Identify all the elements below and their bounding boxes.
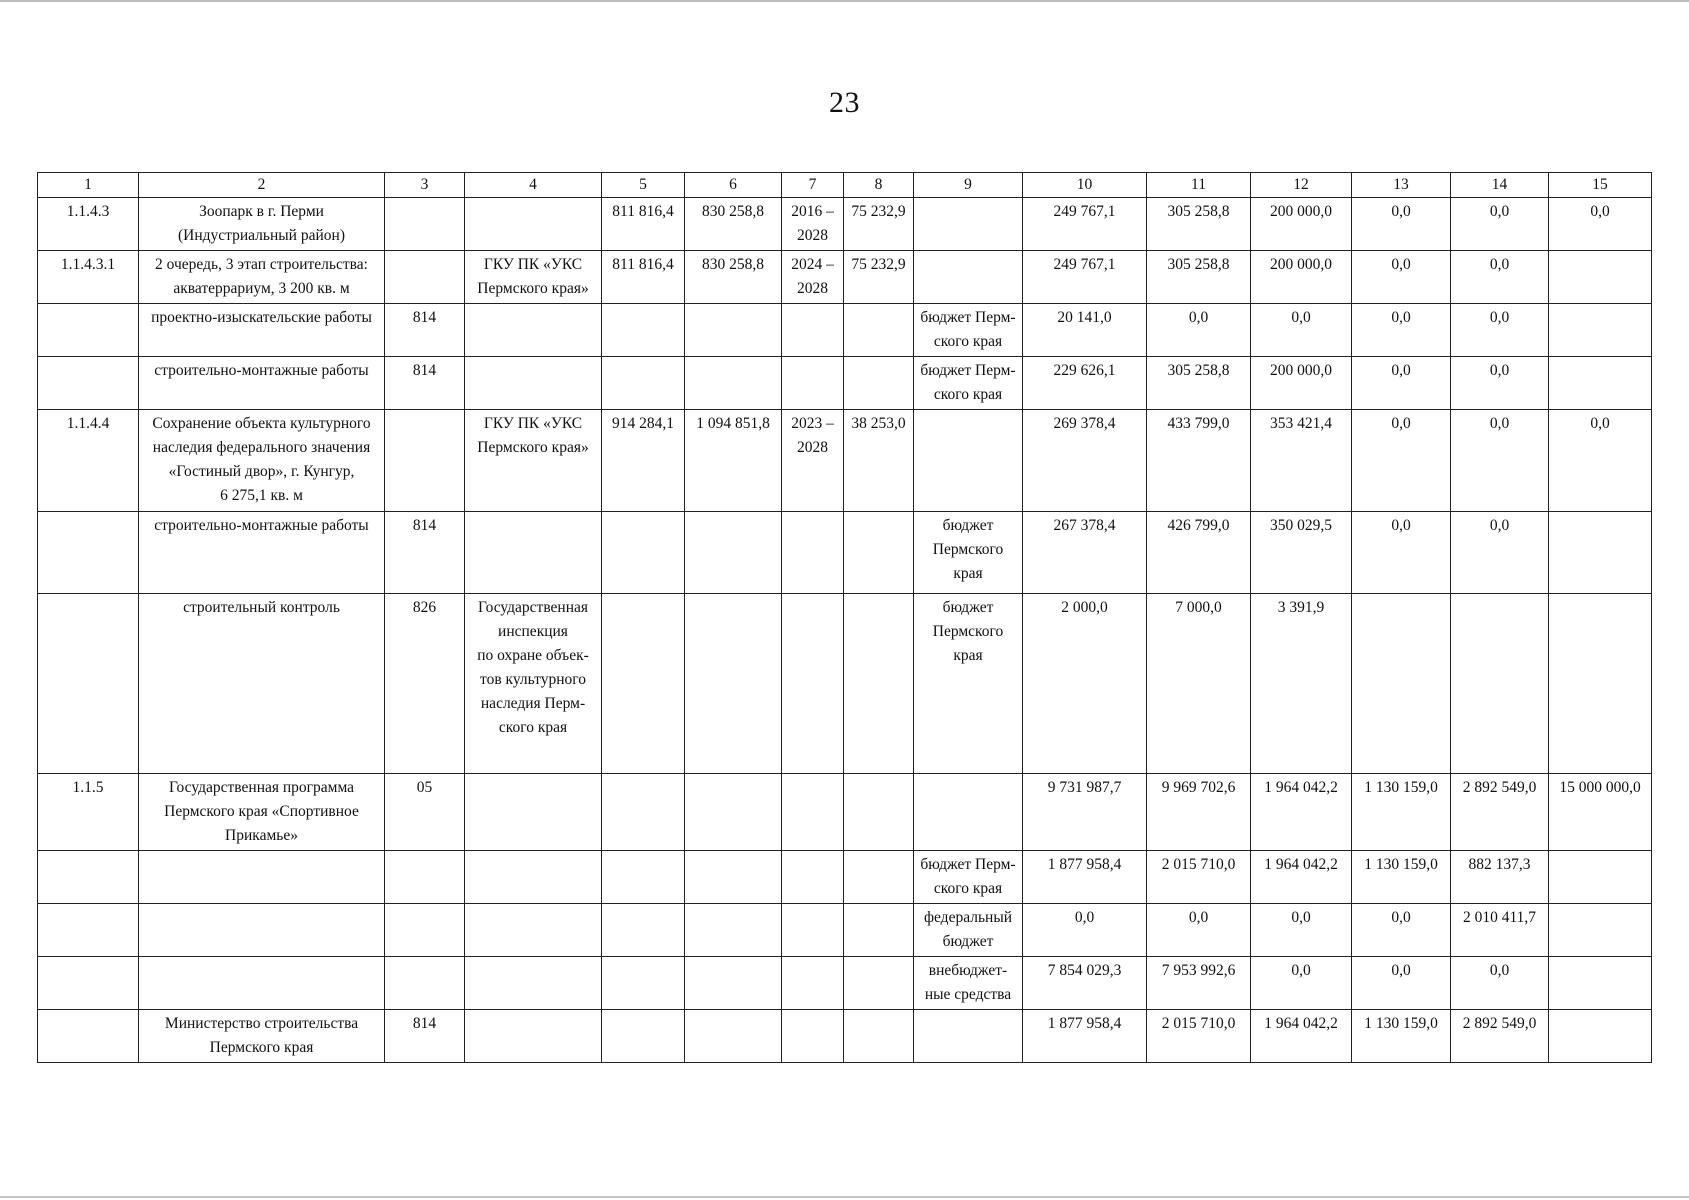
header-cell: 7: [782, 173, 844, 198]
table-cell: [602, 512, 685, 594]
table-cell: [38, 512, 139, 594]
table-cell: [1549, 904, 1652, 957]
table-cell: 882 137,3: [1451, 851, 1549, 904]
table-cell: 0,0: [1023, 904, 1147, 957]
table-cell: бюджет Перм- ского края: [914, 851, 1023, 904]
table-cell: 811 816,4: [602, 251, 685, 304]
table-cell: 814: [385, 357, 465, 410]
table-cell: 305 258,8: [1147, 198, 1251, 251]
table-cell: Государственная инспекция по охране объек- тов культурного наследия Перм- ского края: [465, 594, 602, 774]
table-cell: 1 130 159,0: [1352, 774, 1451, 851]
table-cell: 2016 – 2028: [782, 198, 844, 251]
table-cell: [685, 1010, 782, 1063]
table-cell: 0,0: [1352, 410, 1451, 512]
table-cell: [782, 304, 844, 357]
table-body: [38, 173, 1652, 1063]
table-cell: [602, 904, 685, 957]
table-cell: 249 767,1: [1023, 251, 1147, 304]
table-cell: 75 232,9: [844, 198, 914, 251]
table-cell: [465, 304, 602, 357]
table-row: [38, 512, 1652, 594]
table-cell: 38 253,0: [844, 410, 914, 512]
table-row: [38, 1010, 1652, 1063]
table-cell: 249 767,1: [1023, 198, 1147, 251]
table-cell: 0,0: [1451, 410, 1549, 512]
header-cell: 10: [1023, 173, 1147, 198]
table-cell: 1 130 159,0: [1352, 1010, 1451, 1063]
table-cell: [465, 957, 602, 1010]
table-cell: [385, 198, 465, 251]
header-cell: 6: [685, 173, 782, 198]
header-cell: 14: [1451, 173, 1549, 198]
table-cell: 0,0: [1451, 357, 1549, 410]
header-cell: 4: [465, 173, 602, 198]
table-cell: 826: [385, 594, 465, 774]
table-cell: 433 799,0: [1147, 410, 1251, 512]
table-cell: 1.1.4.3: [38, 198, 139, 251]
table-cell: [38, 957, 139, 1010]
table-cell: 2 010 411,7: [1451, 904, 1549, 957]
table-cell: [844, 851, 914, 904]
table-cell: 0,0: [1451, 304, 1549, 357]
header-cell: 15: [1549, 173, 1652, 198]
table-cell: ГКУ ПК «УКС Пермского края»: [465, 251, 602, 304]
table-cell: бюджет Перм- ского края: [914, 304, 1023, 357]
table-cell: [465, 198, 602, 251]
table-cell: [465, 512, 602, 594]
table-cell: 0,0: [1549, 410, 1652, 512]
table-cell: [139, 851, 385, 904]
table-cell: [844, 512, 914, 594]
table-cell: 814: [385, 304, 465, 357]
table-cell: [465, 357, 602, 410]
table-cell: [602, 957, 685, 1010]
table-cell: Зоопарк в г. Перми (Индустриальный район): [139, 198, 385, 251]
header-cell: 9: [914, 173, 1023, 198]
table-cell: [844, 304, 914, 357]
table-cell: [38, 851, 139, 904]
table-cell: [914, 774, 1023, 851]
table-cell: 814: [385, 1010, 465, 1063]
table-cell: [685, 594, 782, 774]
table-cell: 0,0: [1251, 304, 1352, 357]
table-cell: [1549, 1010, 1652, 1063]
table-cell: бюджет Пермского края: [914, 594, 1023, 774]
table-cell: 2 очередь, 3 этап строительства: акватеррариум, 3 200 кв. м: [139, 251, 385, 304]
table-cell: 0,0: [1352, 904, 1451, 957]
table-cell: федеральный бюджет: [914, 904, 1023, 957]
table-cell: [465, 1010, 602, 1063]
table-cell: [1352, 594, 1451, 774]
table-cell: 914 284,1: [602, 410, 685, 512]
header-cell: 8: [844, 173, 914, 198]
table-cell: [1549, 512, 1652, 594]
table-cell: 0,0: [1451, 957, 1549, 1010]
table-cell: [685, 512, 782, 594]
table-row: [38, 904, 1652, 957]
scan-edge-top: [0, 0, 1689, 2]
table-cell: 3 391,9: [1251, 594, 1352, 774]
table-row: [38, 357, 1652, 410]
table-cell: 7 000,0: [1147, 594, 1251, 774]
table-cell: 9 969 702,6: [1147, 774, 1251, 851]
table-cell: 2023 – 2028: [782, 410, 844, 512]
table-cell: 200 000,0: [1251, 251, 1352, 304]
table-cell: 229 626,1: [1023, 357, 1147, 410]
table-cell: 1 877 958,4: [1023, 851, 1147, 904]
table-cell: [1549, 251, 1652, 304]
header-cell: 2: [139, 173, 385, 198]
table-cell: бюджет Пермского края: [914, 512, 1023, 594]
table-cell: 1 964 042,2: [1251, 774, 1352, 851]
table-cell: [1549, 357, 1652, 410]
table-cell: [38, 904, 139, 957]
table-cell: [914, 198, 1023, 251]
table-cell: [844, 357, 914, 410]
header-cell: 1: [38, 173, 139, 198]
table-cell: [385, 851, 465, 904]
table-cell: 1 094 851,8: [685, 410, 782, 512]
table-cell: 0,0: [1352, 198, 1451, 251]
table-cell: [685, 957, 782, 1010]
table-cell: 05: [385, 774, 465, 851]
table-cell: [602, 1010, 685, 1063]
table-row: [38, 410, 1652, 512]
table-cell: строительно-монтажные работы: [139, 512, 385, 594]
table-row: [38, 851, 1652, 904]
table-cell: [38, 357, 139, 410]
table-row: [38, 198, 1652, 251]
table-cell: 200 000,0: [1251, 198, 1352, 251]
table-cell: 0,0: [1147, 904, 1251, 957]
table-cell: 814: [385, 512, 465, 594]
table-cell: 15 000 000,0: [1549, 774, 1652, 851]
table-cell: внебюджет- ные средства: [914, 957, 1023, 1010]
header-cell: 12: [1251, 173, 1352, 198]
table-cell: [685, 904, 782, 957]
table-cell: 426 799,0: [1147, 512, 1251, 594]
table-cell: [465, 851, 602, 904]
table-cell: Министерство строительства Пермского края: [139, 1010, 385, 1063]
table-cell: [38, 594, 139, 774]
table-cell: [685, 851, 782, 904]
table-row: [38, 251, 1652, 304]
table-cell: [844, 957, 914, 1010]
table-row: [38, 594, 1652, 774]
table-cell: [914, 251, 1023, 304]
header-cell: 13: [1352, 173, 1451, 198]
table-cell: 1.1.4.4: [38, 410, 139, 512]
table-row: [38, 957, 1652, 1010]
table-cell: Сохранение объекта культурного наследия федерального значения «Гостиный двор», г. Кунгур, 6 275,1 кв. м: [139, 410, 385, 512]
table-cell: [1451, 594, 1549, 774]
table-cell: [38, 1010, 139, 1063]
table-cell: [782, 1010, 844, 1063]
table-cell: [385, 251, 465, 304]
table-cell: 0,0: [1352, 512, 1451, 594]
table-cell: [844, 1010, 914, 1063]
table-cell: 1 130 159,0: [1352, 851, 1451, 904]
table-cell: 0,0: [1251, 957, 1352, 1010]
table-cell: [685, 774, 782, 851]
table-cell: [385, 904, 465, 957]
table-cell: 0,0: [1451, 512, 1549, 594]
header-cell: 3: [385, 173, 465, 198]
table-cell: [782, 851, 844, 904]
header-row: [38, 173, 1652, 198]
table-cell: 830 258,8: [685, 198, 782, 251]
table-cell: 2 015 710,0: [1147, 1010, 1251, 1063]
table-cell: [465, 904, 602, 957]
data-table: [37, 172, 1652, 1063]
table-cell: [38, 304, 139, 357]
table-cell: [844, 774, 914, 851]
table-cell: 0,0: [1251, 904, 1352, 957]
table-cell: 0,0: [1352, 304, 1451, 357]
table-cell: 7 953 992,6: [1147, 957, 1251, 1010]
table-cell: 1 964 042,2: [1251, 851, 1352, 904]
table-cell: строительный контроль: [139, 594, 385, 774]
table-cell: проектно-изыскательские работы: [139, 304, 385, 357]
table-cell: 2 015 710,0: [1147, 851, 1251, 904]
scan-edge-bottom: [0, 1196, 1689, 1198]
table-cell: 267 378,4: [1023, 512, 1147, 594]
table-cell: [385, 957, 465, 1010]
table-cell: [914, 410, 1023, 512]
table-cell: 7 854 029,3: [1023, 957, 1147, 1010]
table-cell: 2024 – 2028: [782, 251, 844, 304]
table-cell: [139, 904, 385, 957]
table-cell: 811 816,4: [602, 198, 685, 251]
table-cell: 0,0: [1352, 957, 1451, 1010]
table-cell: 1 964 042,2: [1251, 1010, 1352, 1063]
table-cell: 305 258,8: [1147, 357, 1251, 410]
table-cell: [782, 512, 844, 594]
table-cell: [914, 1010, 1023, 1063]
table-cell: [782, 904, 844, 957]
table-cell: [685, 304, 782, 357]
table-cell: Государственная программа Пермского края «Спортивное Прикамье»: [139, 774, 385, 851]
table-row: [38, 304, 1652, 357]
table-cell: [1549, 594, 1652, 774]
table-row: [38, 774, 1652, 851]
table-cell: 269 378,4: [1023, 410, 1147, 512]
table-cell: [782, 774, 844, 851]
table-cell: ГКУ ПК «УКС Пермского края»: [465, 410, 602, 512]
table-cell: [602, 594, 685, 774]
table-cell: [844, 904, 914, 957]
table-cell: 9 731 987,7: [1023, 774, 1147, 851]
table-cell: [602, 851, 685, 904]
table-cell: 2 892 549,0: [1451, 774, 1549, 851]
table-cell: 353 421,4: [1251, 410, 1352, 512]
table-cell: [1549, 304, 1652, 357]
table-cell: 830 258,8: [685, 251, 782, 304]
table-cell: 75 232,9: [844, 251, 914, 304]
table-cell: 0,0: [1147, 304, 1251, 357]
table-cell: [782, 957, 844, 1010]
table-cell: 0,0: [1451, 251, 1549, 304]
page-number: 23: [829, 86, 860, 119]
table-cell: 350 029,5: [1251, 512, 1352, 594]
table-cell: [844, 594, 914, 774]
table-cell: 1 877 958,4: [1023, 1010, 1147, 1063]
table-cell: [602, 357, 685, 410]
table-cell: бюджет Перм- ского края: [914, 357, 1023, 410]
table-cell: [602, 774, 685, 851]
table-cell: 0,0: [1451, 198, 1549, 251]
table-cell: строительно-монтажные работы: [139, 357, 385, 410]
table-cell: 0,0: [1352, 357, 1451, 410]
table-cell: 0,0: [1549, 198, 1652, 251]
table-cell: 1.1.4.3.1: [38, 251, 139, 304]
table-cell: 20 141,0: [1023, 304, 1147, 357]
table-cell: 2 000,0: [1023, 594, 1147, 774]
table-cell: 2 892 549,0: [1451, 1010, 1549, 1063]
table-cell: [602, 304, 685, 357]
table-cell: [782, 357, 844, 410]
table-cell: 0,0: [1352, 251, 1451, 304]
table-cell: [1549, 851, 1652, 904]
header-cell: 11: [1147, 173, 1251, 198]
table-cell: 200 000,0: [1251, 357, 1352, 410]
table-cell: [1549, 957, 1652, 1010]
table-cell: [385, 410, 465, 512]
table-cell: [139, 957, 385, 1010]
table-cell: 1.1.5: [38, 774, 139, 851]
table-cell: [685, 357, 782, 410]
table-cell: 305 258,8: [1147, 251, 1251, 304]
table-cell: [465, 774, 602, 851]
header-cell: 5: [602, 173, 685, 198]
table-cell: [782, 594, 844, 774]
